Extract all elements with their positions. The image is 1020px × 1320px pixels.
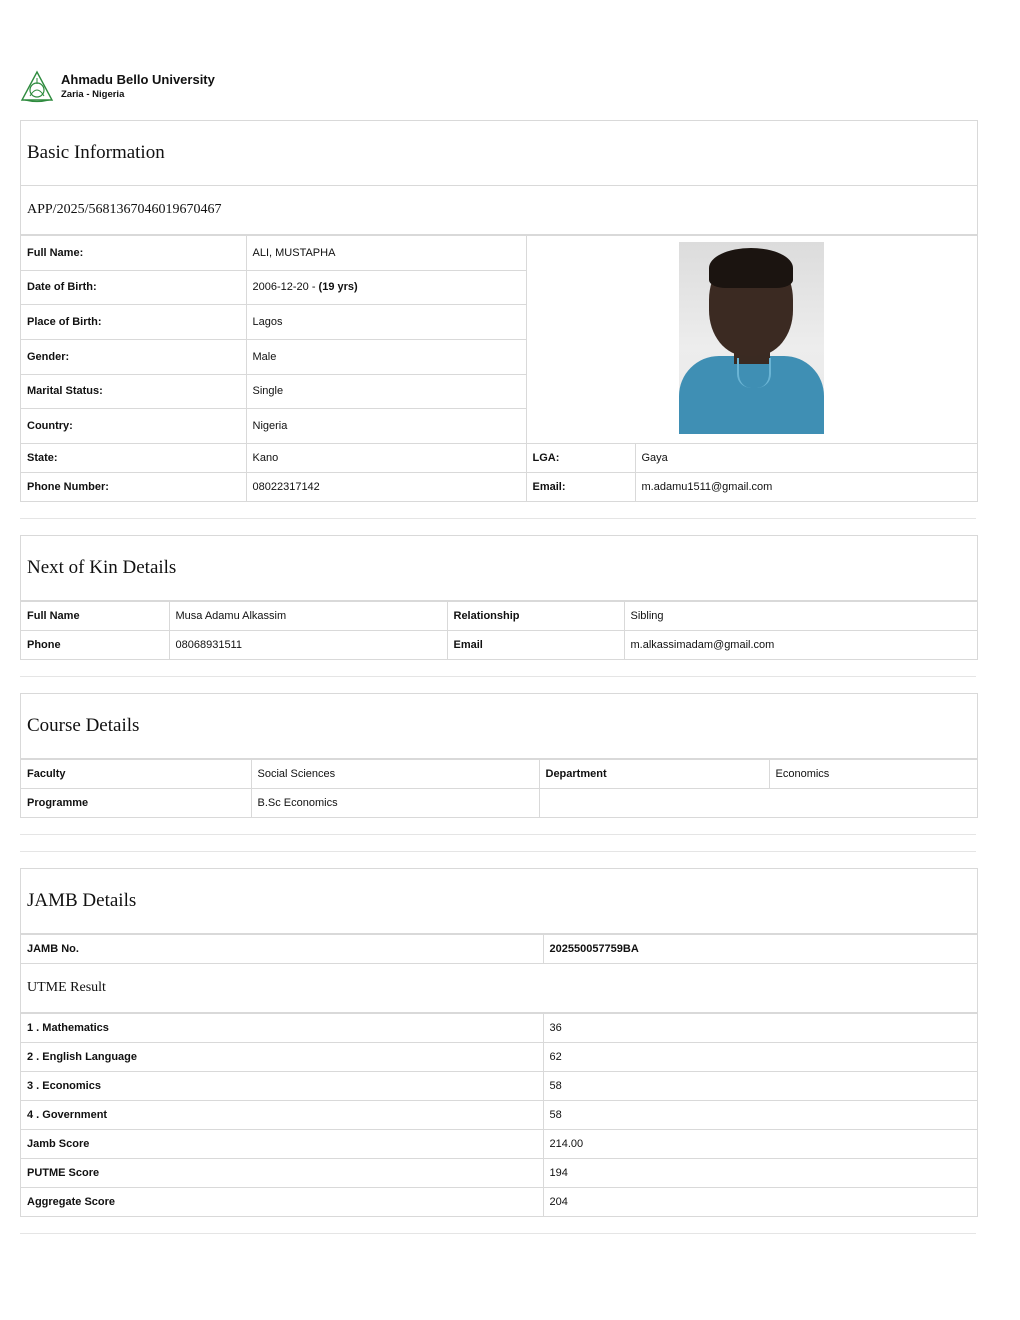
applicant-photo xyxy=(679,242,824,434)
subject-label: 1 . Mathematics xyxy=(21,1014,543,1043)
basic-information-table xyxy=(21,235,977,501)
dob-date: 2006-12-20 - xyxy=(252,281,319,294)
aggregate-score-value: 204 xyxy=(543,1188,977,1217)
photo-cell xyxy=(526,236,977,444)
divider xyxy=(20,818,976,835)
jamb-number-label: JAMB No. xyxy=(21,935,543,964)
putme-score-label: PUTME Score xyxy=(21,1159,543,1188)
university-header xyxy=(20,68,976,106)
pob-label: Place of Birth: xyxy=(21,305,246,340)
next-of-kin-title: Next of Kin Details xyxy=(21,536,977,601)
basic-information-card xyxy=(20,120,978,502)
table-row xyxy=(21,1014,977,1043)
subject-score: 36 xyxy=(543,1014,977,1043)
subject-score: 58 xyxy=(543,1101,977,1130)
faculty-value: Social Sciences xyxy=(251,760,539,789)
next-of-kin-table xyxy=(21,601,977,659)
lga-label: LGA: xyxy=(526,444,635,473)
pob-value: Lagos xyxy=(246,305,526,340)
email-label: Email: xyxy=(526,473,635,502)
kin-relationship-value: Sibling xyxy=(624,602,977,631)
utme-result-table xyxy=(21,1013,977,1216)
basic-information-title: Basic Information xyxy=(21,121,977,186)
jamb-number-value: 202550057759BA xyxy=(543,935,977,964)
marital-status-label: Marital Status: xyxy=(21,374,246,409)
kin-email-value: m.alkassimadam@gmail.com xyxy=(624,631,977,660)
jamb-score-label: Jamb Score xyxy=(21,1130,543,1159)
table-row xyxy=(21,1072,977,1101)
table-row xyxy=(21,1188,977,1217)
subject-score: 62 xyxy=(543,1043,977,1072)
divider xyxy=(20,660,976,677)
marital-status-value: Single xyxy=(246,374,526,409)
next-of-kin-card xyxy=(20,535,978,660)
empty-cell xyxy=(539,789,977,818)
jamb-details-card xyxy=(20,868,978,1217)
aggregate-score-label: Aggregate Score xyxy=(21,1188,543,1217)
programme-value: B.Sc Economics xyxy=(251,789,539,818)
country-value: Nigeria xyxy=(246,409,526,444)
kin-full-name-value: Musa Adamu Alkassim xyxy=(169,602,447,631)
course-details-title: Course Details xyxy=(21,694,977,759)
jamb-number-table xyxy=(21,934,977,963)
kin-phone-label: Phone xyxy=(21,631,169,660)
age-value: (19 yrs) xyxy=(318,281,358,294)
subject-label: 2 . English Language xyxy=(21,1043,543,1072)
divider xyxy=(20,1217,976,1234)
state-label: State: xyxy=(21,444,246,473)
email-value: m.adamu1511@gmail.com xyxy=(635,473,977,502)
full-name-value: ALI, MUSTAPHA xyxy=(246,236,526,271)
page xyxy=(20,68,976,1250)
dob-label: Date of Birth: xyxy=(21,270,246,305)
phone-number-label: Phone Number: xyxy=(21,473,246,502)
divider xyxy=(20,502,976,519)
subject-label: 4 . Government xyxy=(21,1101,543,1130)
kin-full-name-label: Full Name xyxy=(21,602,169,631)
putme-score-value: 194 xyxy=(543,1159,977,1188)
subject-score: 58 xyxy=(543,1072,977,1101)
jamb-score-value: 214.00 xyxy=(543,1130,977,1159)
country-label: Country: xyxy=(21,409,246,444)
lga-value: Gaya xyxy=(635,444,977,473)
gender-label: Gender: xyxy=(21,339,246,374)
gender-value: Male xyxy=(246,339,526,374)
table-row xyxy=(21,1101,977,1130)
programme-label: Programme xyxy=(21,789,251,818)
subject-label: 3 . Economics xyxy=(21,1072,543,1101)
university-logo-icon xyxy=(20,70,54,104)
application-number: APP/2025/5681367046019670467 xyxy=(21,186,977,235)
kin-email-label: Email xyxy=(447,631,624,660)
table-row xyxy=(21,1159,977,1188)
state-value: Kano xyxy=(246,444,526,473)
course-details-card xyxy=(20,693,978,818)
kin-relationship-label: Relationship xyxy=(447,602,624,631)
divider xyxy=(20,835,976,852)
university-location: Zaria - Nigeria xyxy=(61,89,125,100)
department-label: Department xyxy=(539,760,769,789)
kin-phone-value: 08068931511 xyxy=(169,631,447,660)
department-value: Economics xyxy=(769,760,977,789)
jamb-details-title: JAMB Details xyxy=(21,869,977,934)
full-name-label: Full Name: xyxy=(21,236,246,271)
table-row xyxy=(21,1043,977,1072)
university-name: Ahmadu Bello University xyxy=(61,72,215,87)
table-row xyxy=(21,1130,977,1159)
phone-number-value: 08022317142 xyxy=(246,473,526,502)
utme-result-title: UTME Result xyxy=(21,963,977,1013)
faculty-label: Faculty xyxy=(21,760,251,789)
course-details-table xyxy=(21,759,977,817)
dob-value xyxy=(246,270,526,305)
